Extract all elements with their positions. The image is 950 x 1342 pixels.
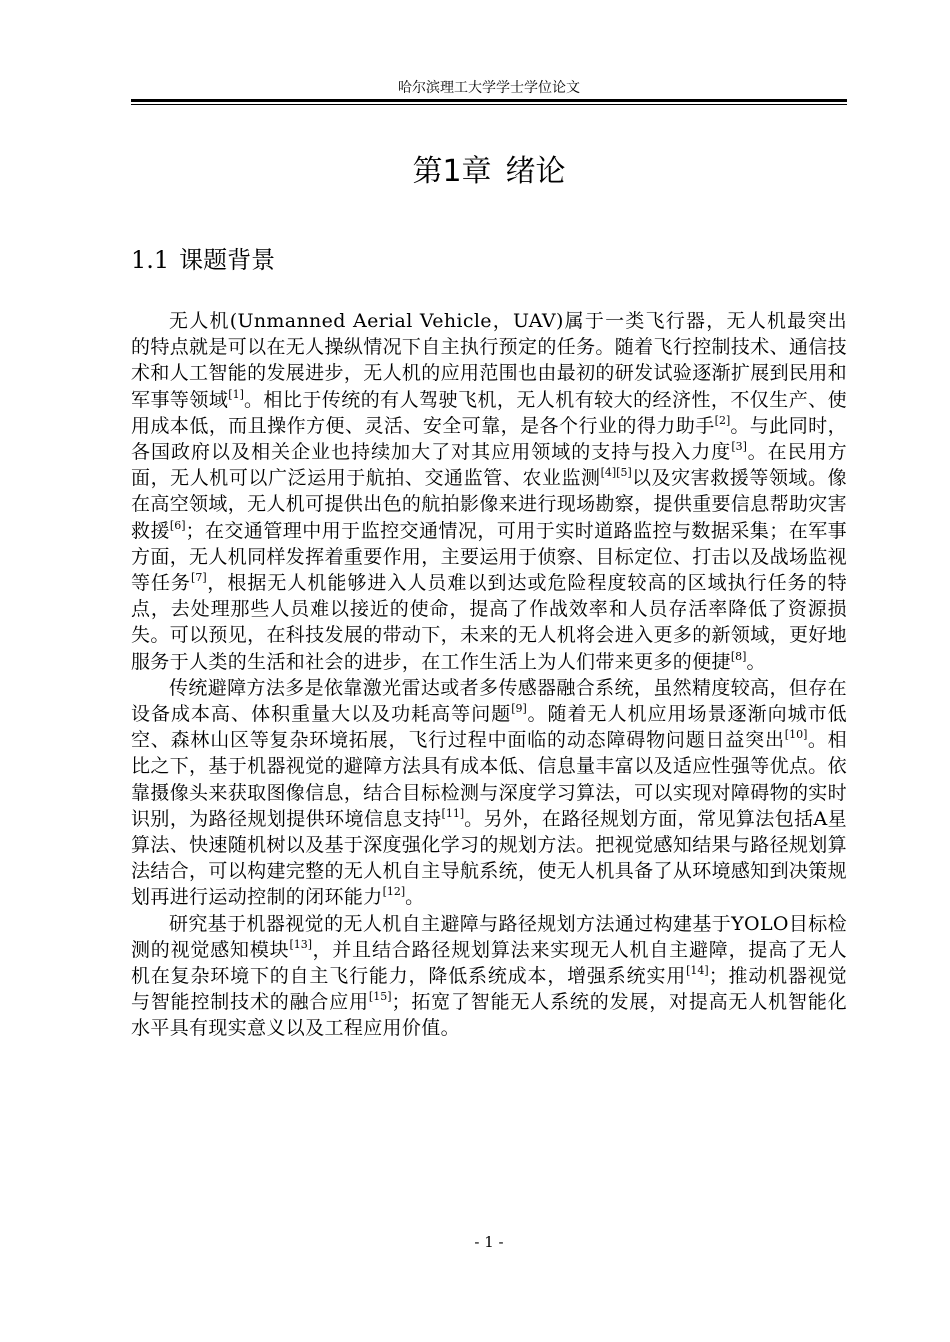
citation-ref: [9]	[511, 702, 527, 716]
citation-ref: [1]	[228, 387, 244, 401]
citation-ref: [4][5]	[600, 466, 632, 480]
chapter-name: 绪论	[505, 154, 566, 189]
text-run: ，根据无人机能够进入人员难以到达或危险程度较高的区域执行任务的特点，去处理那些人员难以接近的使命，提高了作战效率和人员存活率降低了资源损失。可以预见，在科技发展的带动下，未来的无人机将会进入更多的新领域，更好地服务于人类的生活和社会的进步，在工作生活上为人们带来更多的便捷	[131, 572, 847, 673]
chapter-title	[131, 152, 847, 192]
citation-ref: [6]	[169, 518, 186, 532]
header-rule-thin	[131, 104, 847, 105]
paragraph	[131, 308, 847, 675]
text-run: 。与此同时，各国政府以及相关企业也持续加大了对其应用领域的支持与投入力度	[131, 414, 847, 464]
citation-ref: [7]	[191, 571, 207, 585]
chapter-number: 第1章	[412, 154, 492, 189]
running-header: 哈尔滨理工大学学士学位论文	[398, 80, 580, 96]
text-run: 。	[746, 650, 766, 673]
text-run: 。随着无人机应用场景逐渐向城市低空、森林山区等复杂环境拓展，飞行过程中面临的动态障碍物问题日益突出	[131, 703, 847, 752]
section-name: 课题背景	[179, 246, 276, 274]
citation-ref: [8]	[730, 649, 747, 663]
citation-ref: [10]	[784, 728, 808, 742]
paragraph	[131, 911, 847, 1042]
section-title	[131, 243, 275, 277]
citation-ref: [14]	[686, 964, 709, 978]
citation-ref: [2]	[714, 413, 731, 427]
citation-ref: [3]	[731, 440, 747, 454]
header-rule-thick	[131, 99, 847, 102]
text-run: 。另外，在路径规划方面，常见算法包括A星算法、快速随机树以及基于深度强化学习的规划方法。把视觉感知结果与路径规划算法结合，可以构建完整的无人机自主导航系统，使无人机具备了从环境感知到决策规划再进行运动控制的闭环能力	[131, 807, 847, 909]
text-run: 。	[405, 886, 425, 909]
text-run: ；推动机器视觉与智能控制技术的融合应用	[131, 965, 847, 1014]
body-text	[131, 308, 847, 1042]
citation-ref: [12]	[382, 885, 406, 899]
text-run: 。相比于传统的有人驾驶飞机，无人机有较大的经济性，不仅生产、使用成本低，而且操作方便、灵活、安全可靠，是各个行业的得力助手	[131, 388, 847, 437]
text-run: 以及灾害救援等领域。像在高空领域，无人机可提供出色的航拍影像来进行现场勘察，提供重要信息帮助灾害救援	[131, 467, 847, 542]
text-run: 无人机(Unmanned Aerial Vehicle，UAV)属于一类飞行器，无人机最突出的特点就是可以在无人操纵情况下自主执行预定的任务。随着飞行控制技术、通信技术和人工智能的发展进步，无人机的应用范围也由最初的研发试验逐渐扩展到民用和军事等领域	[131, 310, 847, 411]
text-run: 传统避障方法多是依靠激光雷达或者多传感器融合系统，虽然精度较高，但存在设备成本高、体积重量大以及功耗高等问题	[131, 676, 847, 726]
text-run: 研究基于机器视觉的无人机自主避障与路径规划方法通过构建基于YOLO目标检测的视觉感知模块	[131, 912, 847, 961]
citation-ref: [11]	[441, 806, 465, 820]
text-run: 。相比之下，基于机器视觉的避障方法具有成本低、信息量丰富以及适应性强等优点。依靠摄像头来获取图像信息，结合目标检测与深度学习算法，可以实现对障碍物的实时识别，为路径规划提供环境信息支持	[131, 729, 847, 830]
text-run: ；拓宽了智能无人系统的发展，对提高无人机智能化水平具有现实意义以及工程应用价值。	[131, 991, 847, 1040]
text-run: 。在民用方面，无人机可以广泛运用于航拍、交通监管、农业监测	[131, 441, 847, 490]
paragraph	[131, 675, 847, 911]
citation-ref: [15]	[368, 990, 392, 1004]
text-run: ；在交通管理中用于监控交通情况，可用于实时道路监控与数据采集；在军事方面，无人机同样发挥着重要作用，主要运用于侦察、目标定位、打击以及战场监视等任务	[131, 519, 847, 595]
text-run: ，并且结合路径规划算法来实现无人机自主避障，提高了无人机在复杂环境下的自主飞行能力，降低系统成本，增强系统实用	[131, 938, 847, 988]
citation-ref: [13]	[289, 937, 313, 951]
page-number: - 1 -	[474, 1233, 504, 1251]
section-number: 1.1	[131, 246, 170, 274]
